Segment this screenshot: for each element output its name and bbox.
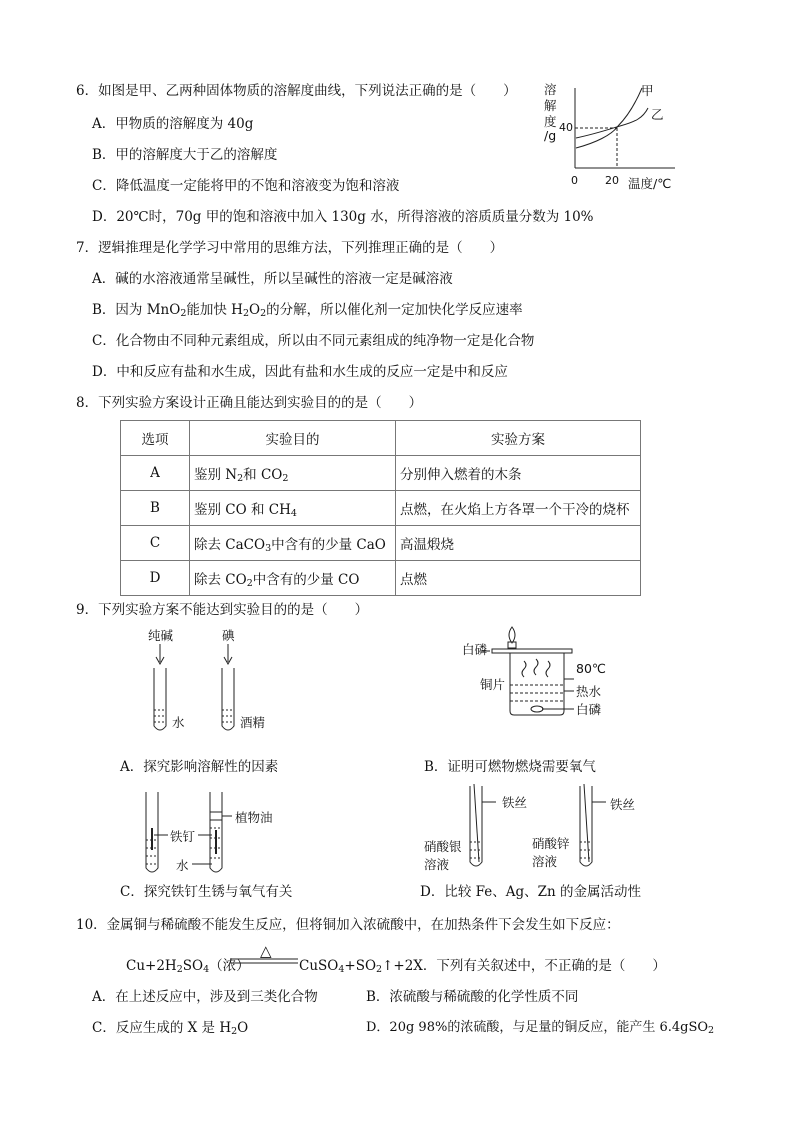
table-row: [121, 491, 641, 526]
q7-b-sub3: 2: [260, 308, 267, 319]
graph-y-label-2: 解: [544, 98, 557, 113]
table-header: 选项: [121, 421, 190, 456]
table-header-row: [121, 421, 641, 456]
q7-stem: 7．逻辑推理是化学学习中常用的思维方法，下列推理正确的是（ ）: [76, 240, 504, 256]
table-header: 实验方案: [396, 421, 641, 456]
oil-layer: [210, 812, 222, 820]
q10-option-c: [92, 1019, 248, 1041]
eq-text: CuSO: [299, 958, 339, 974]
figC-label-oil: 植物油: [235, 810, 273, 825]
figB-label-white-phosphorus-2: 白磷: [576, 702, 602, 717]
q6-option-a: A．甲物质的溶解度为 40g: [92, 116, 254, 132]
table-cell-goal: [190, 491, 396, 526]
opt-text: D．20g 98%的浓硫酸，与足量的铜反应，能产生 6.4gSO: [366, 1020, 709, 1035]
figC-caption: C．探究铁钉生锈与氧气有关: [120, 884, 293, 900]
figD-label-solution-2: 溶液: [532, 854, 558, 869]
q10-stem: 10．金属铜与稀硫酸不能发生反应，但将铜加入浓硫酸中，在加热条件下会发生如下反应：: [76, 917, 620, 933]
tube-alcohol: [222, 668, 234, 730]
flame-icon: [509, 627, 515, 643]
table-cell-goal: [190, 526, 396, 561]
white-phosphorus-icon: [531, 706, 543, 712]
goal-text: 除去 CaCO: [194, 536, 266, 553]
figA-label-water: 水: [172, 715, 185, 730]
graph-label-jia: 甲: [641, 83, 654, 98]
q9-stem: 9．下列实验方案不能达到实验目的的是（ ）: [76, 602, 369, 618]
table-cell-plan: 高温煅烧: [396, 526, 641, 561]
figA-label-alcohol: 酒精: [240, 715, 266, 730]
table-row: [121, 526, 641, 561]
goal-sub: 2: [246, 577, 253, 589]
q7-b-mid1: 能加快 H: [186, 302, 243, 318]
figB-label-temp: 80℃: [576, 661, 606, 676]
opt-text: O: [237, 1020, 249, 1036]
table-cell-goal: [190, 561, 396, 596]
figC-label-water: 水: [176, 858, 189, 873]
figD-caption: D．比较 Fe、Ag、Zn 的金属活动性: [420, 884, 641, 900]
eq-sub: 2: [376, 964, 383, 975]
graph-x-label: 温度/℃: [628, 176, 672, 191]
goal-text: 中含有的少量 CO: [252, 571, 360, 588]
q7-b-sub2: 2: [242, 308, 249, 319]
graph-y-label-3: 度: [544, 114, 557, 129]
q7-b-pre: B．因为 MnO: [92, 302, 181, 318]
figB-label-copper: 铜片: [480, 677, 506, 692]
q7-option-b: [92, 301, 523, 323]
table-cell-option: B: [121, 491, 190, 526]
q10-equation-right: [299, 957, 666, 979]
goal-sub: 2: [237, 472, 244, 484]
figD-label-iron-wire-1: 铁丝: [502, 795, 528, 810]
eq-text: SO: [182, 958, 204, 974]
q10-option-d: [366, 1019, 714, 1040]
figD-label-zinc-nitrate: 硝酸锌: [532, 836, 570, 851]
q7-b-sub1: 2: [180, 308, 187, 319]
tube-zinc-nitrate: [580, 786, 592, 866]
q8-table: [120, 420, 641, 596]
q7-b-post: 的分解，所以催化剂一定加快化学反应速率: [266, 302, 523, 318]
figA-label-soda: 纯碱: [148, 628, 174, 643]
graph-x-tick-20: 20: [605, 174, 619, 187]
q6-option-b: B．甲的溶解度大于乙的溶解度: [92, 147, 278, 163]
graph-x-origin: 0: [571, 174, 578, 187]
goal-text: 鉴别 CO 和 CH: [194, 501, 291, 518]
eq-sub: 4: [203, 964, 210, 975]
graph-label-yi: 乙: [651, 107, 664, 122]
figB-label-white-phosphorus: 白磷: [462, 642, 488, 657]
eq-text: （浓）: [209, 958, 250, 974]
table-cell-goal: [190, 456, 396, 491]
q7-option-a: A．碱的水溶液通常呈碱性，所以呈碱性的溶液一定是碱溶液: [92, 271, 453, 287]
figD-label-silver-nitrate: 硝酸银: [424, 839, 462, 854]
opt-sub: 2: [231, 1026, 238, 1037]
eq-text: +SO: [344, 958, 377, 974]
table-cell-plan: 点燃: [396, 561, 641, 596]
graph-y-label-4: /g: [544, 128, 557, 143]
curve-jia: [576, 88, 642, 148]
table-header: 实验目的: [190, 421, 396, 456]
eq-text: Cu+2H: [126, 958, 177, 974]
tube-water: [154, 668, 166, 730]
q10-option-a: A．在上述反应中，涉及到三类化合物: [92, 989, 318, 1005]
table-row: [121, 561, 641, 596]
q6-option-c: C．降低温度一定能将甲的不饱和溶液变为饱和溶液: [92, 178, 400, 194]
figD-label-iron-wire-2: 铁丝: [610, 797, 636, 812]
figD-label-solution-1: 溶液: [424, 857, 450, 872]
goal-sub: 2: [282, 472, 289, 484]
goal-text: 和 CO: [243, 466, 283, 483]
q7-b-mid2: O: [248, 302, 261, 318]
figC-label-nail: 铁钉: [170, 829, 196, 844]
goal-text: 中含有的少量 CaO: [271, 536, 386, 553]
eq-sub: 2: [176, 964, 183, 975]
q7-option-d: D．中和反应有盐和水生成，因此有盐和水生成的反应一定是中和反应: [92, 364, 508, 380]
goal-sub: 3: [265, 542, 272, 554]
q10-heat-condition: △: [260, 942, 272, 960]
eq-sub: 4: [338, 964, 345, 975]
table-cell-option: A: [121, 456, 190, 491]
graph-y-tick-40: 40: [559, 121, 573, 134]
table-cell-plan: 分别伸入燃着的木条: [396, 456, 641, 491]
q6-stem: 6．如图是甲、乙两种固体物质的溶解度曲线，下列说法正确的是（ ）: [76, 83, 517, 99]
opt-sub: 2: [708, 1025, 715, 1036]
figB-caption: B．证明可燃物燃烧需要氧气: [424, 759, 596, 775]
figA-label-iodine: 碘: [222, 628, 235, 643]
copper-plate: [492, 649, 572, 653]
goal-text: 鉴别 N: [194, 466, 238, 483]
figA-caption: A．探究影响溶解性的因素: [120, 759, 279, 775]
table-cell-option: C: [121, 526, 190, 561]
q6-option-d: D．20℃时，70g 甲的饱和溶液中加入 130g 水，所得溶液的溶质质量分数为 10%: [92, 209, 594, 225]
opt-text: C．反应生成的 X 是 H: [92, 1020, 232, 1036]
eq-text: ↑+2X．下列有关叙述中，不正确的是（ ）: [382, 958, 666, 974]
q10-equals-sign: [230, 958, 300, 966]
q7-option-c: C．化合物由不同种元素组成，所以由不同元素组成的纯净物一定是化合物: [92, 333, 535, 349]
q10-option-b: B．浓硫酸与稀硫酸的化学性质不同: [366, 989, 579, 1005]
table-cell-option: D: [121, 561, 190, 596]
goal-text: 除去 CO: [194, 571, 247, 588]
tube-silver-nitrate: [470, 786, 482, 866]
q8-stem: 8．下列实验方案设计正确且能达到实验目的的是（ ）: [76, 395, 423, 411]
table-cell-plan: 点燃，在火焰上方各罩一个干冷的烧杯: [396, 491, 641, 526]
goal-sub: 4: [290, 507, 297, 519]
table-row: [121, 456, 641, 491]
graph-y-label-1: 溶: [544, 82, 557, 97]
figB-label-hot-water: 热水: [576, 684, 602, 699]
curve-yi: [576, 108, 648, 138]
